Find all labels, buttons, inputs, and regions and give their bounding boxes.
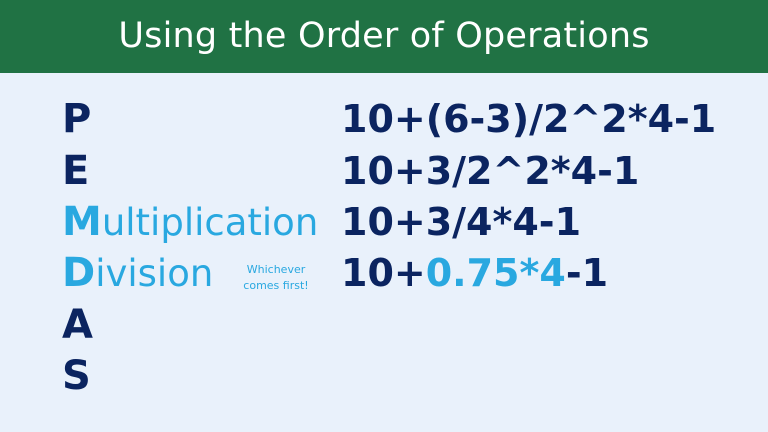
expression-step-4-before: 10+ [341,251,426,295]
note-line-2: comes first! [243,279,309,292]
pemdas-letter-m: M [62,199,102,245]
pemdas-letter-p: P [62,96,92,142]
expression-step-4-after: -1 [565,251,609,295]
pemdas-row-p [62,93,91,145]
pemdas-row-s [62,350,91,402]
pemdas-row-d [62,247,213,299]
expression-step-4 [341,247,608,299]
pemdas-letter-d: D [62,250,96,296]
pemdas-word-division: ivision [95,252,214,295]
pemdas-letter-a: A [62,302,93,348]
pemdas-row-e [62,145,89,197]
expression-step-2: 10+3/2^2*4-1 [341,149,640,193]
pemdas-letter-s: S [62,353,91,399]
expression-step-3: 10+3/4*4-1 [341,200,582,244]
expression-step-1: 10+(6-3)/2^2*4-1 [341,97,717,141]
slide-title: Using the Order of Operations [118,16,650,56]
pemdas-letter-e: E [62,148,90,194]
title-bar [0,0,768,73]
whichever-comes-first-note [236,262,316,294]
pemdas-row-m [62,196,318,248]
pemdas-row-a [62,299,93,351]
note-line-1: Whichever [246,263,306,276]
pemdas-word-multiplication: ultiplication [101,201,319,244]
expression-step-4-highlight: 0.75*4 [425,251,566,295]
